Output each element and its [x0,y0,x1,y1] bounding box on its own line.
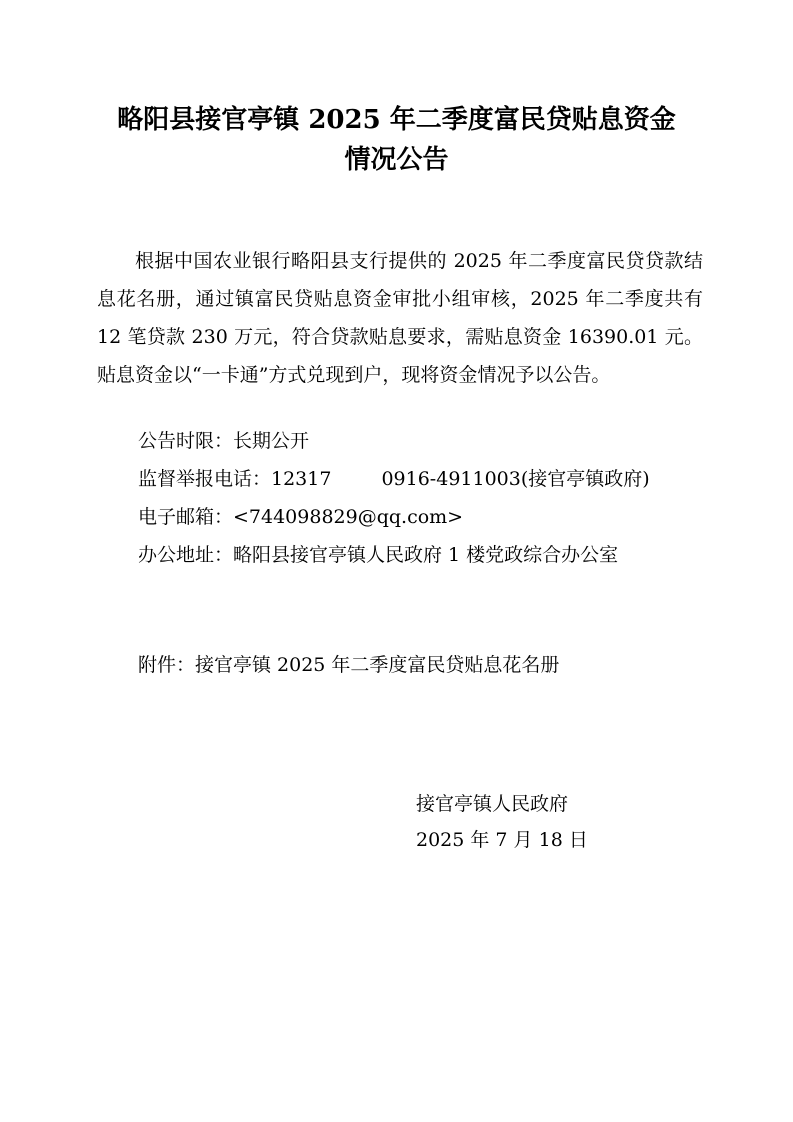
document-title-line-2: 情况公告 [344,145,449,175]
office-address: 办公地址：略阳县接官亭镇人民政府 1 楼党政综合办公室 [138,544,619,566]
body-paragraph: 根据中国农业银行略阳县支行提供的 2025 年二季度富民贷贷款结息花名册，通过镇富民贷贴息资金审批小组审核，2025 年二季度共有 12 笔贷款 230 万元，符合贷款贴息要求，需贴息资金 16390.01 元。贴息资金以“一卡通”方式兑现到户，现将资金情况予以公告。 [97,250,703,386]
attachment-note: 附件：接官亭镇 2025 年二季度富民贷贴息花名册 [138,654,560,676]
hotline-label: 监督举报电话：12317 [138,468,332,490]
contact-email: 电子邮箱：<744098829@qq.com> [138,506,464,528]
hotline-local-number: 0916-4911003(接官亭镇政府) [381,468,650,490]
announcement-deadline: 公告时限：长期公开 [138,430,310,452]
document-title-line-1: 略阳县接官亭镇 2025 年二季度富民贷贴息资金 [117,105,676,135]
signature-date: 2025 年 7 月 18 日 [416,829,588,851]
signature-organization: 接官亭镇人民政府 [416,793,569,815]
supervision-hotline [138,460,650,498]
